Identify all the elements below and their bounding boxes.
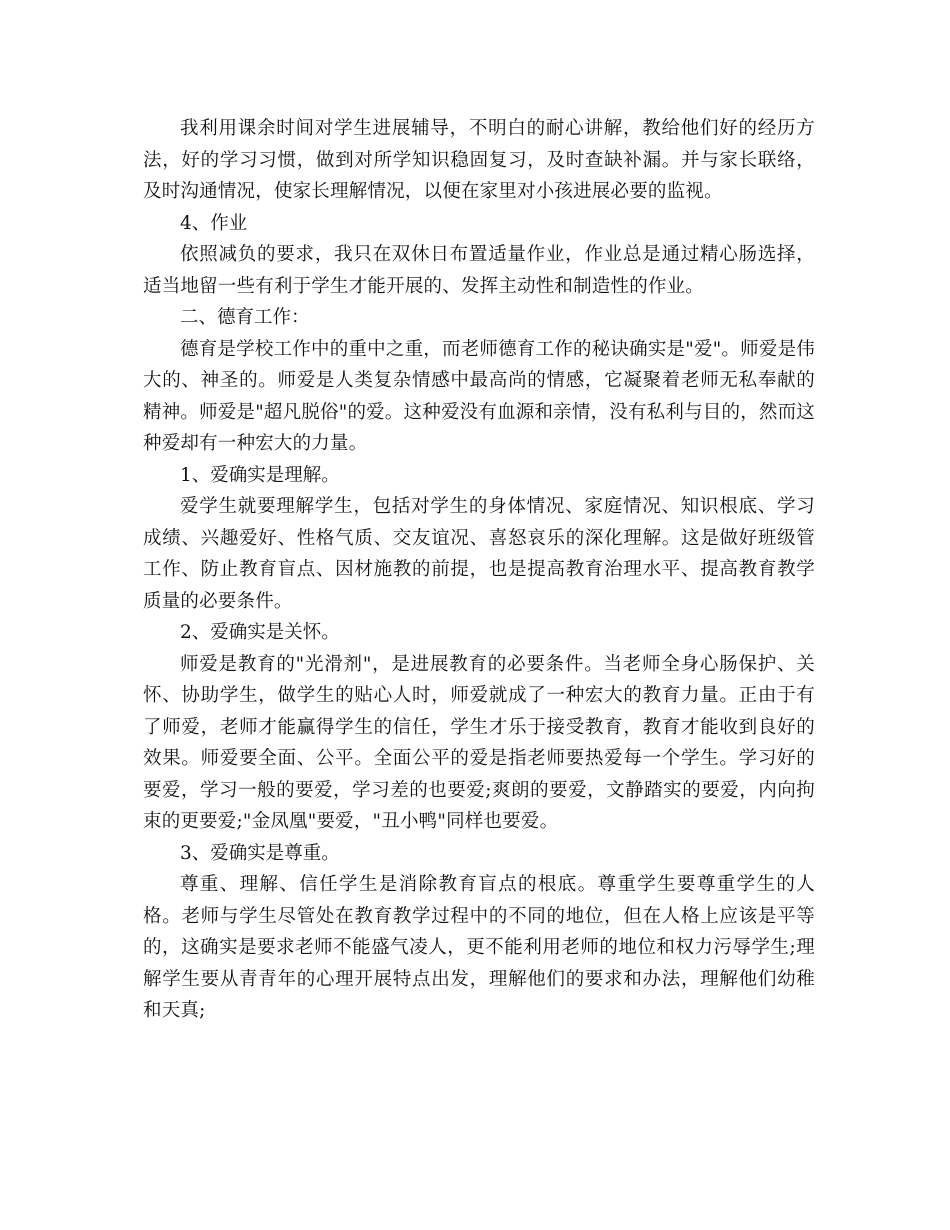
heading-moral-education: 二、德育工作： <box>180 307 310 328</box>
heading-homework: 4、作业 <box>180 212 248 234</box>
heading-love-understanding: 1、爱确实是理解。 <box>180 464 340 486</box>
paragraph-homework: 依照减负的要求，我只在双休日布置适量作业，作业总是通过精心肠选择，适当地留一些有利于学生才能开展的、发挥主动性和制造性的作业。 <box>143 244 815 297</box>
paragraph-love-care: 师爱是教育的"光滑剂"，是进展教育的必要条件。当老师全身心肠保护、关怀、协助学生，做学生的贴心人时，师爱就成了一种宏大的教育力量。正由于有了师爱，老师才能赢得学生的信任，学生才乐于接受教育，教育才能收到良好的效果。师爱要全面、公平。全面公平的爱是指老师要热爱每一个学生。学习好的要爱，学习一般的要爱，学习差的也要爱;爽朗的要爱，文静踏实的要爱，内向拘束的更要爱;"金凤凰"要爱，"丑小鸭"同样也要爱。 <box>143 653 815 832</box>
paragraph-tutoring: 我利用课余时间对学生进展辅导，不明白的耐心讲解，教给他们好的经历方法，好的学习习惯，做到对所学知识稳固复习，及时查缺补漏。并与家长联络，及时沟通情况，使家长理解情况，以便在家里对小孩进展必要的监视。 <box>143 118 815 202</box>
heading-love-care: 2、爱确实是关怀。 <box>180 622 340 643</box>
paragraph-love-respect: 尊重、理解、信任学生是消除教育盲点的根底。尊重学生要尊重学生的人格。老师与学生尽管处在教育教学过程中的不同的地位，但在人格上应该是平等的，这确实是要求老师不能盛气凌人，更不能利用老师的地位和权力污辱学生;理解学生要从青青年的心理开展特点出发，理解他们的要求和办法，理解他们幼稚和天真; <box>143 874 815 1021</box>
document-page <box>143 113 815 1027</box>
paragraph-moral-education: 德育是学校工作中的重中之重，而老师德育工作的秘诀确实是"爱"。师爱是伟大的、神圣的。师爱是人类复杂情感中最高尚的情感，它凝聚着老师无私奉献的精神。师爱是"超凡脱俗"的爱。这种爱没有血源和亲情，没有私利与目的，然而这种爱却有一种宏大的力量。 <box>143 338 815 454</box>
heading-love-respect: 3、爱确实是尊重。 <box>180 842 340 864</box>
paragraph-love-understanding: 爱学生就要理解学生，包括对学生的身体情况、家庭情况、知识根底、学习成绩、兴趣爱好、性格气质、交友谊况、喜怒哀乐的深化理解。这是做好班级管工作、防止教育盲点、因材施教的前提，也是提高教育治理水平、提高教育教学质量的必要条件。 <box>143 496 815 612</box>
